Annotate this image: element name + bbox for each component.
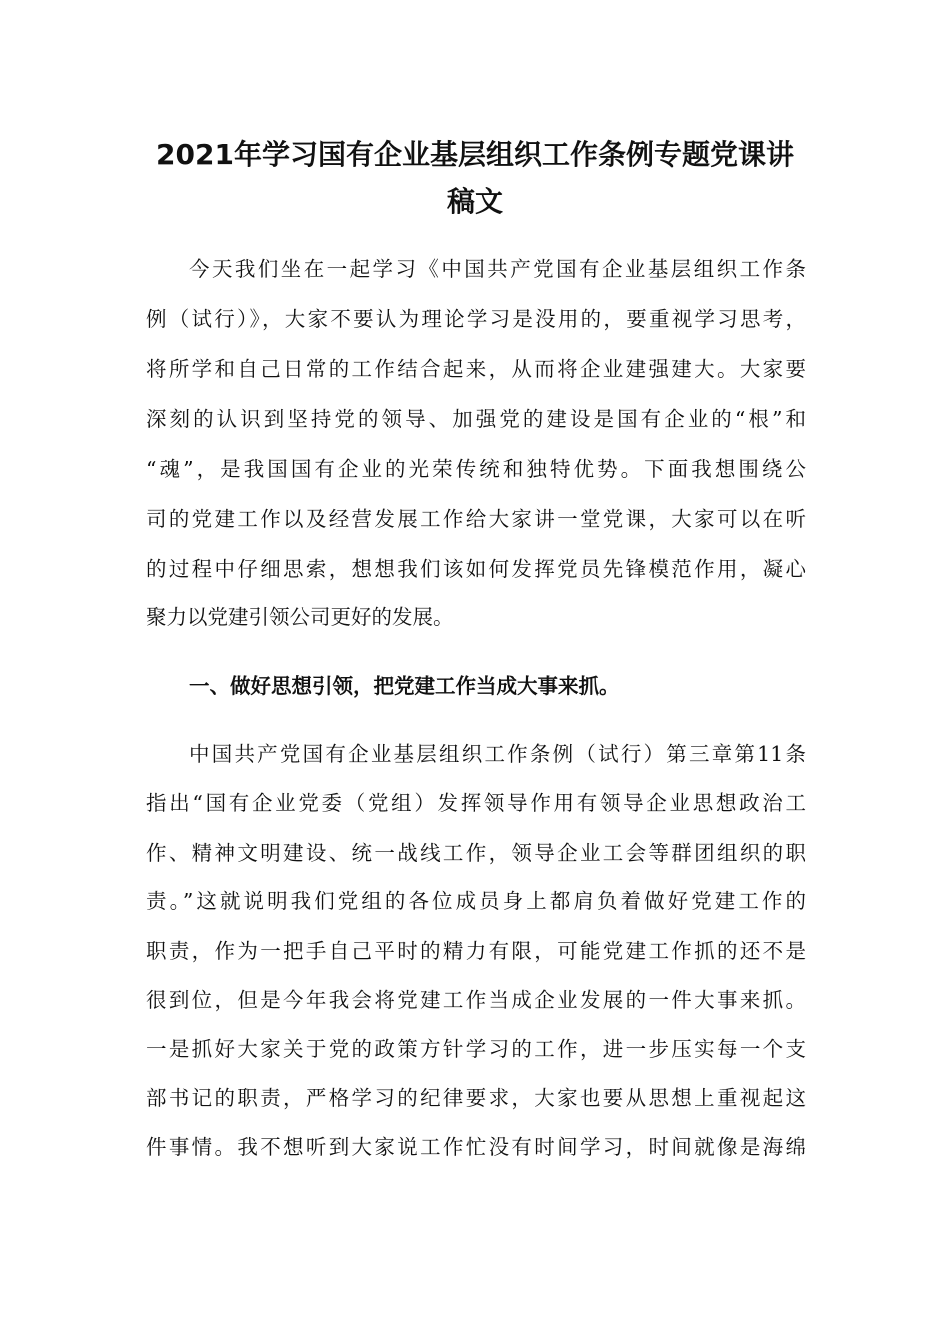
- paragraph-2-line: 部书记的职责，严格学习的纪律要求，大家也要从思想上重视起这: [146, 1086, 806, 1110]
- paragraph-1-line: “魂”，是我国国有企业的光荣传统和独特优势。下面我想围绕公: [146, 457, 806, 481]
- section-heading-1: 一、做好思想引领，把党建工作当成大事来抓。: [189, 674, 620, 698]
- paragraph-1-line: 今天我们坐在一起学习《中国共产党国有企业基层组织工作条: [189, 257, 806, 281]
- document-title-line-1: 2021年学习国有企业基层组织工作条例专题党课讲: [156, 138, 794, 171]
- paragraph-2-line: 中国共产党国有企业基层组织工作条例（试行）第三章第11条: [189, 742, 806, 766]
- paragraph-2-line: 指出“国有企业党委（党组）发挥领导作用有领导企业思想政治工: [146, 791, 806, 815]
- paragraph-2-line: 责。”这就说明我们党组的各位成员身上都肩负着做好党建工作的: [146, 889, 806, 913]
- paragraph-1-line: 的过程中仔细思索，想想我们该如何发挥党员先锋模范作用，凝心: [146, 557, 806, 581]
- paragraph-1-line: 例（试行）》，大家不要认为理论学习是没用的，要重视学习思考，: [146, 307, 806, 331]
- paragraph-1-line: 深刻的认识到坚持党的领导、加强党的建设是国有企业的“根”和: [146, 407, 806, 431]
- document-title-line-2: 稿文: [446, 185, 503, 218]
- paragraph-1-line: 司的党建工作以及经营发展工作给大家讲一堂党课，大家可以在听: [146, 507, 806, 531]
- paragraph-2-line: 作、精神文明建设、统一战线工作，领导企业工会等群团组织的职: [146, 841, 806, 865]
- paragraph-2-line: 一是抓好大家关于党的政策方针学习的工作，进一步压实每一个支: [146, 1037, 806, 1061]
- paragraph-2-line: 很到位，但是今年我会将党建工作当成企业发展的一件大事来抓。: [146, 988, 806, 1012]
- paragraph-1-line: 将所学和自己日常的工作结合起来，从而将企业建强建大。大家要: [146, 357, 806, 381]
- paragraph-1-line: 聚力以党建引领公司更好的发展。: [146, 605, 454, 629]
- paragraph-2-line: 职责，作为一把手自己平时的精力有限，可能党建工作抓的还不是: [146, 939, 806, 963]
- paragraph-2-line: 件事情。我不想听到大家说工作忙没有时间学习，时间就像是海绵: [146, 1135, 806, 1159]
